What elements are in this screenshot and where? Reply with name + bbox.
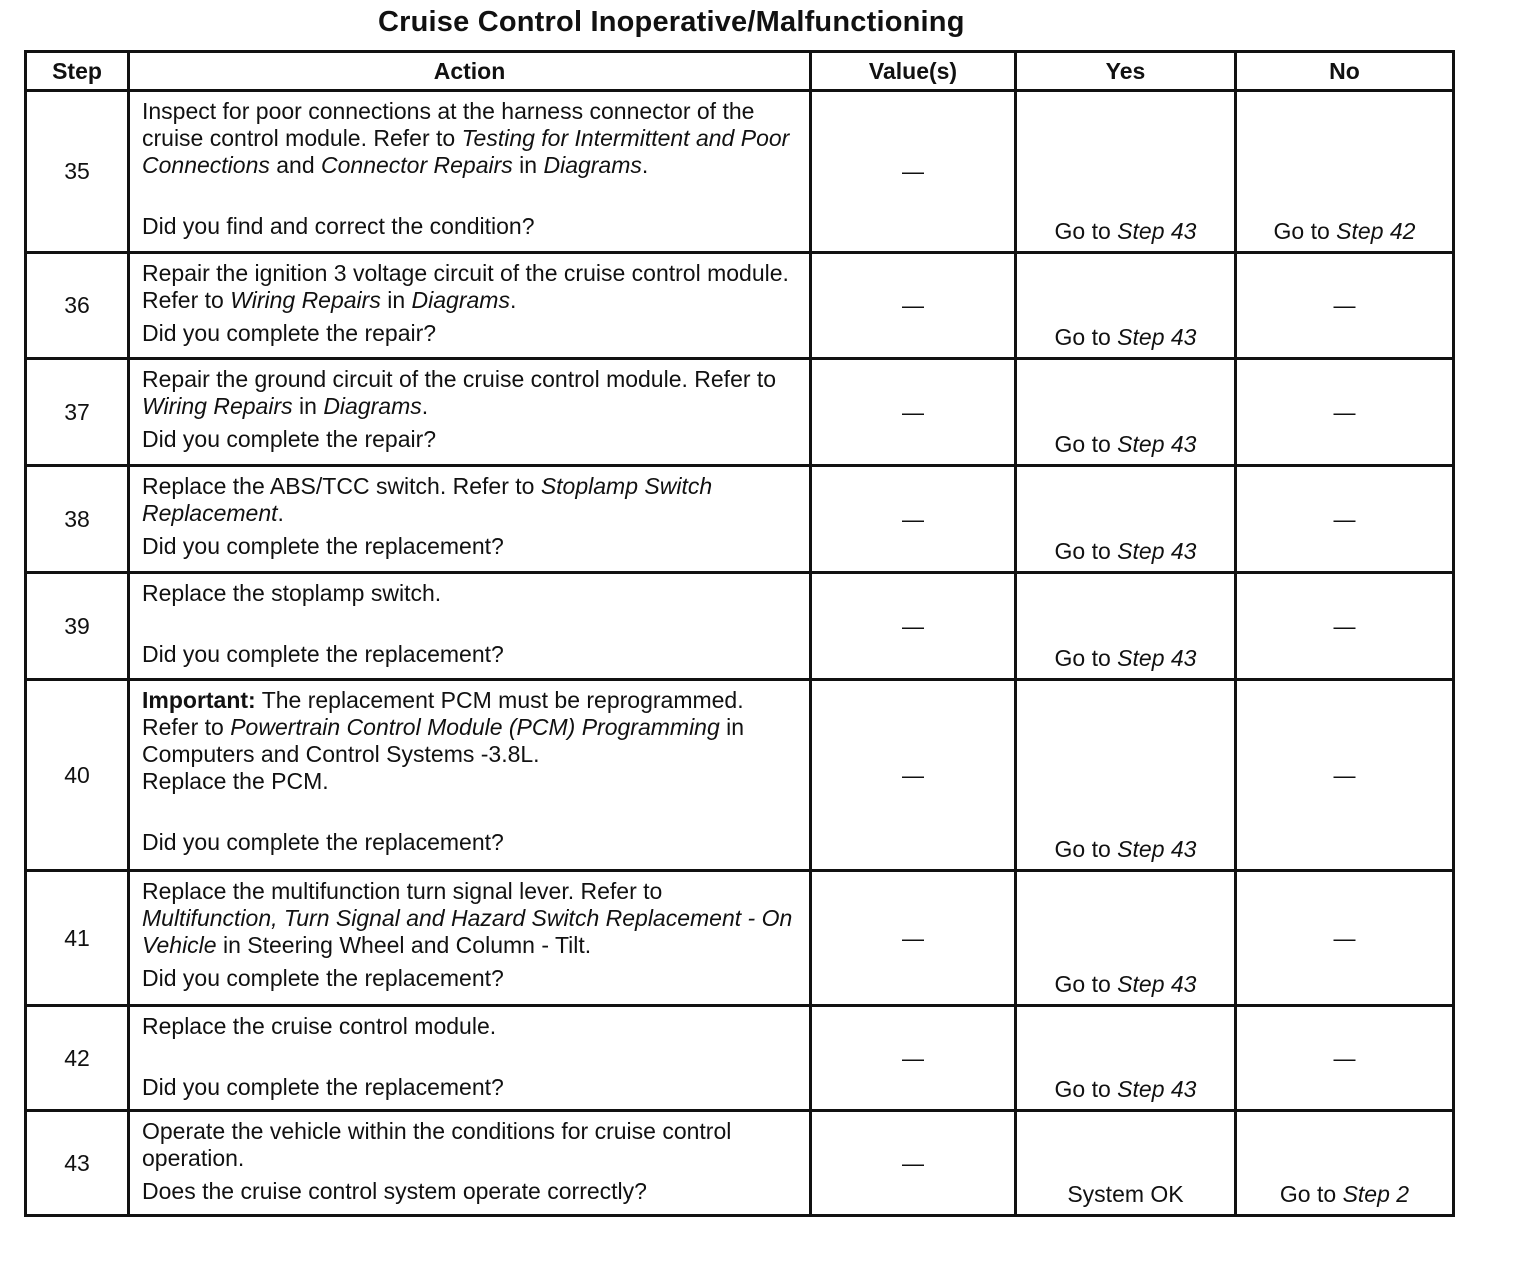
value-cell: [811, 359, 1016, 466]
action-paragraph: [142, 98, 799, 179]
action-text: in Computers and Control Systems -3.8L.: [142, 714, 745, 767]
value-dash: —: [902, 1045, 924, 1071]
step-number: 36: [26, 253, 129, 359]
question-text: Did you find and correct the condition?: [142, 213, 535, 239]
yes-goto-prefix: Go to: [1054, 324, 1118, 350]
yes-step-link: Step 43: [1117, 1076, 1197, 1102]
no-cell: [1236, 680, 1454, 871]
value-dash: —: [902, 506, 924, 532]
action-text: Replace the multifunction turn signal lever. Refer to: [142, 878, 663, 904]
value-cell: [811, 573, 1016, 680]
question-text: Did you complete the replacement?: [142, 1074, 504, 1100]
yes-step-link: Step 43: [1117, 645, 1197, 671]
yes-step-link: Step 43: [1117, 324, 1197, 350]
action-cell: [129, 871, 811, 1006]
reference-text: Testing for Intermittent and Poor Connections: [142, 125, 790, 178]
no-dash: —: [1333, 762, 1356, 788]
yes-goto-prefix: Go to: [1054, 971, 1118, 997]
no-cell: [1236, 573, 1454, 680]
value-cell: [811, 1111, 1016, 1216]
yes-cell: [1016, 253, 1236, 359]
action-text: Replace the PCM.: [142, 768, 329, 794]
action-cell: [129, 680, 811, 871]
action-paragraph: [142, 473, 799, 527]
step-number: 39: [26, 573, 129, 680]
yes-goto-prefix: Go to: [1054, 218, 1118, 244]
value-dash: —: [902, 293, 924, 318]
action-text: and: [269, 152, 322, 178]
action-cell: [129, 253, 811, 359]
action-cell: [129, 91, 811, 253]
spacer: [142, 179, 799, 207]
action-paragraph: [142, 580, 799, 607]
no-goto-prefix: Go to: [1279, 1181, 1343, 1207]
table-row: [26, 466, 1454, 573]
question-text: Did you complete the replacement?: [142, 641, 504, 667]
step-number: 38: [26, 466, 129, 573]
question-text: Does the cruise control system operate correctly?: [142, 1178, 647, 1204]
spacer: [142, 1040, 799, 1068]
table-row: [26, 573, 1454, 680]
value-cell: [811, 1006, 1016, 1111]
table-body: [26, 91, 1454, 1216]
action-paragraph: [142, 878, 799, 959]
step-number: 35: [26, 91, 129, 253]
action-text: The replacement PCM must be reprogrammed. Refer to: [142, 687, 744, 740]
yes-cell: [1016, 359, 1236, 466]
reference-text: Wiring Repairs: [142, 393, 293, 419]
diagnostic-table: [24, 50, 1455, 1217]
action-text: .: [509, 287, 517, 313]
step-number: 42: [26, 1006, 129, 1111]
spacer: [142, 795, 799, 823]
yes-cell: [1016, 91, 1236, 253]
yes-goto-prefix: Go to: [1054, 538, 1118, 564]
step-number: 40: [26, 680, 129, 871]
value-cell: [811, 91, 1016, 253]
table-row: [26, 91, 1454, 253]
no-cell: [1236, 91, 1454, 253]
action-paragraph: [142, 1118, 799, 1172]
value-dash: —: [902, 1150, 924, 1176]
table-row: [26, 1111, 1454, 1216]
value-dash: —: [902, 399, 924, 425]
yes-cell: [1016, 466, 1236, 573]
no-dash: —: [1333, 399, 1356, 425]
action-text: Repair the ignition 3 voltage circuit of the cruise control module. Refer to: [142, 260, 789, 313]
no-dash: —: [1333, 293, 1356, 318]
yes-cell: [1016, 680, 1236, 871]
step-number: 37: [26, 359, 129, 466]
no-dash: —: [1333, 506, 1356, 532]
action-text: in Steering Wheel and Column - Tilt.: [216, 932, 592, 958]
step-number: 41: [26, 871, 129, 1006]
action-text: Inspect for poor connections at the harness connector of the cruise control module. Refer to: [142, 98, 755, 151]
action-paragraph: [142, 687, 799, 768]
action-cell: [129, 1111, 811, 1216]
action-text: Operate the vehicle within the conditions for cruise control operation.: [142, 1118, 732, 1171]
yes-step-link: Step 43: [1117, 971, 1197, 997]
action-text: Replace the stoplamp switch.: [142, 580, 442, 606]
header-no: No: [1236, 52, 1454, 91]
action-text: Replace the ABS/TCC switch. Refer to: [142, 473, 541, 499]
question-text: Did you complete the repair?: [142, 320, 437, 346]
action-paragraph: [142, 1013, 799, 1040]
no-dash: —: [1333, 925, 1356, 951]
no-goto-prefix: Go to: [1273, 218, 1337, 244]
value-cell: [811, 466, 1016, 573]
header-values: Value(s): [811, 52, 1016, 91]
action-text: .: [277, 500, 284, 526]
reference-text: Diagrams: [543, 152, 642, 178]
no-dash: —: [1333, 613, 1356, 639]
reference-text: Connector Repairs: [321, 152, 513, 178]
question-text: Did you complete the repair?: [142, 426, 437, 452]
yes-step-link: Step 43: [1117, 836, 1197, 862]
yes-step-link: Step 43: [1117, 431, 1197, 457]
action-text: Replace the cruise control module.: [142, 1013, 497, 1039]
header-row: [26, 52, 1454, 91]
spacer: [142, 607, 799, 635]
action-cell: [129, 466, 811, 573]
reference-text: Diagrams: [323, 393, 422, 419]
action-paragraph: [142, 366, 799, 420]
action-text: .: [641, 152, 649, 178]
value-cell: [811, 680, 1016, 871]
value-dash: —: [902, 613, 924, 639]
page-title: Cruise Control Inoperative/Malfunctioning: [378, 6, 965, 38]
no-step-link: Step 2: [1342, 1181, 1410, 1207]
value-cell: [811, 871, 1016, 1006]
value-dash: —: [902, 925, 924, 951]
yes-step-link: Step 43: [1117, 538, 1197, 564]
action-paragraph: [142, 768, 799, 795]
yes-goto-prefix: Go to: [1054, 1076, 1118, 1102]
question-text: Did you complete the replacement?: [142, 829, 504, 855]
action-text: in: [512, 152, 544, 178]
action-text: .: [421, 393, 429, 419]
action-text: Repair the ground circuit of the cruise control module. Refer to: [142, 366, 777, 392]
action-paragraph: [142, 260, 799, 314]
no-cell: [1236, 1111, 1454, 1216]
yes-cell: [1016, 871, 1236, 1006]
reference-text: Stoplamp Switch Replacement: [142, 473, 713, 526]
header-step: Step: [26, 52, 129, 91]
yes-goto-prefix: Go to: [1054, 431, 1118, 457]
reference-text: Powertrain Control Module (PCM) Programming: [230, 714, 720, 740]
table-row: [26, 359, 1454, 466]
important-label: Important:: [142, 687, 256, 713]
header-yes: Yes: [1016, 52, 1236, 91]
no-cell: [1236, 871, 1454, 1006]
yes-goto-prefix: Go to: [1054, 836, 1118, 862]
action-cell: [129, 573, 811, 680]
table-row: [26, 871, 1454, 1006]
yes-cell: [1016, 1111, 1236, 1216]
yes-step-link: Step 43: [1117, 218, 1197, 244]
no-cell: [1236, 359, 1454, 466]
action-text: in: [292, 393, 324, 419]
reference-text: Wiring Repairs: [230, 287, 381, 313]
step-number: 43: [26, 1111, 129, 1216]
question-text: Did you complete the replacement?: [142, 965, 504, 991]
action-text: in: [380, 287, 412, 313]
yes-cell: [1016, 1006, 1236, 1111]
no-step-link: Step 42: [1336, 218, 1416, 244]
yes-cell: [1016, 573, 1236, 680]
yes-outcome: System OK: [1067, 1181, 1184, 1207]
value-dash: —: [902, 159, 924, 184]
no-cell: [1236, 253, 1454, 359]
action-cell: [129, 1006, 811, 1111]
header-action: Action: [129, 52, 811, 91]
action-cell: [129, 359, 811, 466]
table-row: [26, 1006, 1454, 1111]
no-dash: —: [1333, 1045, 1356, 1071]
value-dash: —: [902, 762, 924, 788]
no-cell: [1236, 1006, 1454, 1111]
no-cell: [1236, 466, 1454, 573]
question-text: Did you complete the replacement?: [142, 533, 504, 559]
table-row: [26, 680, 1454, 871]
table-row: [26, 253, 1454, 359]
reference-text: Multifunction, Turn Signal and Hazard Switch Replacement - On Vehicle: [142, 905, 793, 958]
reference-text: Diagrams: [411, 287, 510, 313]
yes-goto-prefix: Go to: [1054, 645, 1118, 671]
value-cell: [811, 253, 1016, 359]
